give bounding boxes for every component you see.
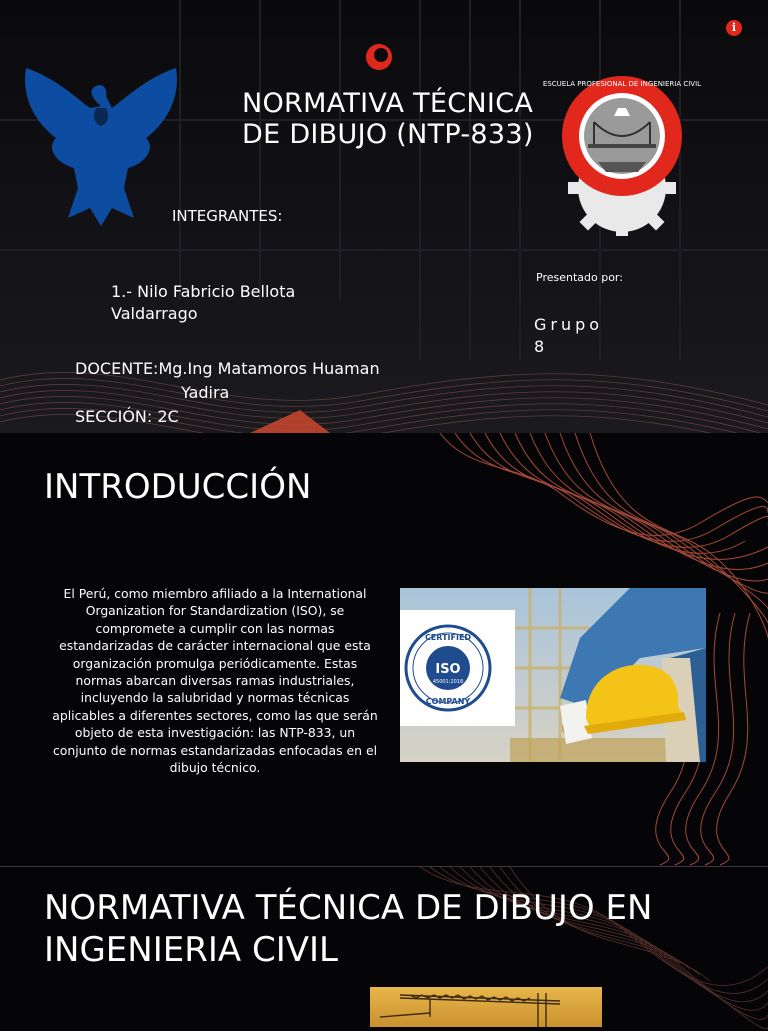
seal-text: ESCUELA PROFESIONAL DE INGENIERIA CIVIL <box>542 80 702 88</box>
crane-illustration <box>370 987 602 1027</box>
iso-code-text: 45001:2018 <box>432 679 464 685</box>
iso-certified-text: CERTIFIED <box>424 633 472 642</box>
iso-text: ISO <box>435 662 461 677</box>
member-name: 1.- Nilo Fabricio Bellota Valdarrago <box>111 282 296 323</box>
school-seal-icon <box>542 72 702 236</box>
group-name: Grupo 8 <box>534 315 604 356</box>
presentado-label: Presentado por: <box>536 271 623 284</box>
cover-title <box>242 88 534 150</box>
integrantes-label: INTEGRANTES: <box>172 207 283 225</box>
normativa-slide <box>0 866 768 1025</box>
red-circle-logo <box>364 42 394 72</box>
docente-block <box>75 357 380 405</box>
iso-company-text: COMPANY <box>425 697 471 706</box>
cover-title-line1: NORMATIVA TÉCNICA <box>242 88 534 119</box>
docente-name-line2: Yadira <box>181 383 230 402</box>
intro-title: INTRODUCCIÓN <box>44 467 312 507</box>
section-label: SECCIÓN: 2C <box>75 407 179 426</box>
cover-title-line2: DE DIBUJO (NTP-833) <box>242 119 534 150</box>
eagle-logo-icon <box>16 68 186 228</box>
normativa-title: NORMATIVA TÉCNICA DE DIBUJO EN INGENIERIA CIVIL <box>44 888 653 970</box>
intro-slide <box>0 433 768 865</box>
intro-paragraph: El Perú, como miembro afiliado a la International Organization for Standardization (ISO), se compromete a cumplir con las normas estandarizadas de carácter internacional que esta organización promulga periódicamente. Estas normas abarcan diversas ramas industriales, incluyendo la salubridad y normas técnicas aplicables a diferentes sectores, como las que serán objeto de esta investigación: las NTP-833, un conjunto de normas estandarizadas enfocadas en el dibujo técnico. <box>52 586 378 776</box>
cover-slide <box>0 0 768 433</box>
crane-photo <box>370 987 602 1027</box>
info-icon[interactable]: i <box>726 20 742 36</box>
docente-label: DOCENTE: <box>75 359 159 378</box>
iso-worker-photo <box>400 588 706 762</box>
docente-name-line1: Mg.Ing Matamoros Huaman <box>158 359 380 378</box>
photo-illustration <box>400 588 706 762</box>
